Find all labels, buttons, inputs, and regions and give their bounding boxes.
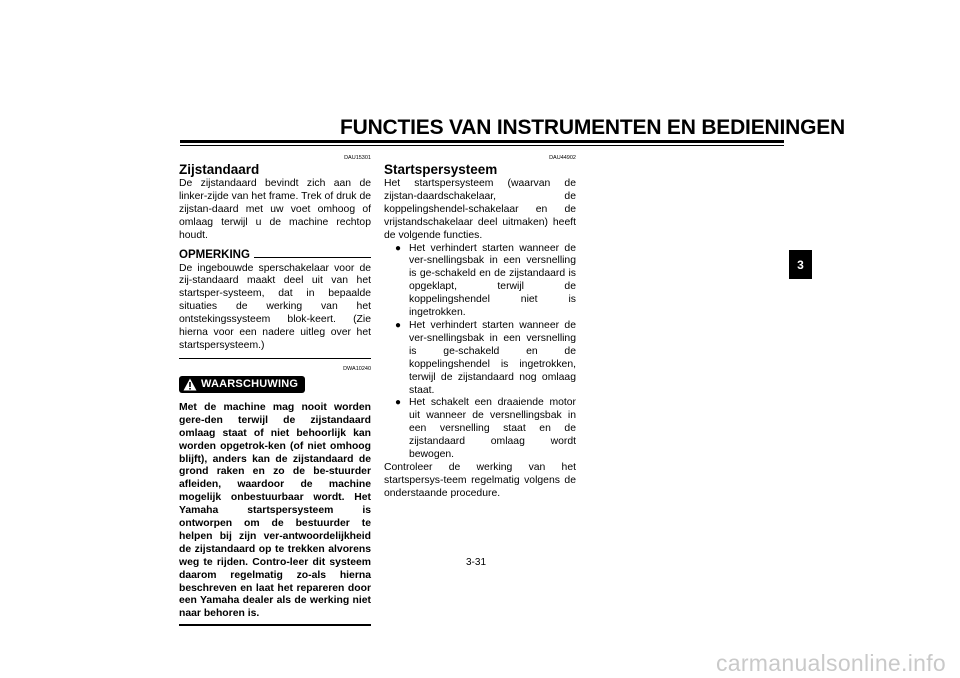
warning-text: Met de machine mag nooit worden gere-den terwijl de zijstandaard omlaag staat of niet behoorlijk kan worden opgetrok-ken (of niet omhoog blijft), anders kan de zijstandaard de grond raken en zo de be-stuurder afleiden, waardoor de machine mogelijk onbestuurbaar wordt. Het Yamaha startspersysteem is ontworpen om de bestuurder te helpen bij zijn ver-antwoordelijkheid de zijstandaard op te trekken alvorens weg te rijden. Contro-leer dit systeem daarom regelmatig zo-als hierna beschreven en laat het repareren door een Yamaha dealer als de werking niet naar behoren is. bbox=[179, 401, 371, 620]
section-title-zijstandaard: Zijstandaard bbox=[179, 162, 260, 177]
left-column bbox=[179, 150, 371, 626]
right-column bbox=[384, 150, 576, 501]
warning-end-rule bbox=[179, 624, 371, 626]
warning-badge bbox=[179, 376, 305, 393]
list-item: ● Het verhindert starten wanneer de ver-snellingsbak in een versnelling is ge-schakeld en de koppelingshendel is ingetrokken, terwijl de zijstandaard nog omlaag staat. bbox=[384, 320, 576, 397]
header-rule-thin bbox=[180, 145, 784, 146]
section-intro: Het startspersysteem (waarvan de zijstan-daardschakelaar, de koppelingshendel-schakelaar en de vrijstandschakelaar deel uitmaken) heeft de volgende functies. bbox=[384, 178, 576, 241]
note-rule bbox=[254, 257, 371, 258]
note-label: OPMERKING bbox=[179, 248, 250, 261]
section-code: DAU44902 bbox=[549, 155, 576, 161]
list-item: ● Het schakelt een draaiende motor uit wanneer de versnellingsbak in een versnelling staat en de zijstandaard omlaag wordt bewogen. bbox=[384, 397, 576, 462]
page-number: 3-31 bbox=[466, 557, 487, 568]
warning-triangle-icon bbox=[183, 378, 197, 391]
note-end-rule bbox=[179, 358, 371, 359]
note-header bbox=[179, 248, 371, 263]
section-body: De zijstandaard bevindt zich aan de linker-zijde van het frame. Trek of druk de zijstan-daard met uw voet omhoog of omlaag terwijl u de machine rechtop houdt. bbox=[179, 178, 371, 241]
note-text: De ingebouwde sperschakelaar voor de zij-standaard maakt deel uit van het startsper-systeem, dat in bepaalde situaties de werking van het ontstekingssysteem blok-keert. (Zie hierna voor een nadere uitleg over het startspersysteem.) bbox=[179, 262, 371, 351]
page-title: FUNCTIES VAN INSTRUMENTEN EN BEDIENINGEN bbox=[340, 116, 845, 139]
watermark: carmanualsonline.info bbox=[715, 650, 946, 676]
warning-code: DWA10240 bbox=[343, 365, 371, 372]
section-title-startspersysteem: Startspersysteem bbox=[384, 162, 498, 177]
list-item: ● Het verhindert starten wanneer de ver-snellingsbak in een versnelling is ge-schakeld en de zijstandaard is opgeklapt, terwijl de koppelingshendel niet is ingetrokken. bbox=[384, 243, 576, 320]
chapter-tab: 3 bbox=[789, 250, 812, 279]
header-rule bbox=[180, 140, 784, 143]
section-outro: Controleer de werking van het startspersys-teem regelmatig volgens de onderstaande procedure. bbox=[384, 461, 576, 499]
function-list bbox=[384, 243, 576, 462]
warning-label: WAARSCHUWING bbox=[201, 378, 299, 391]
section-code: DAU15301 bbox=[344, 155, 371, 161]
